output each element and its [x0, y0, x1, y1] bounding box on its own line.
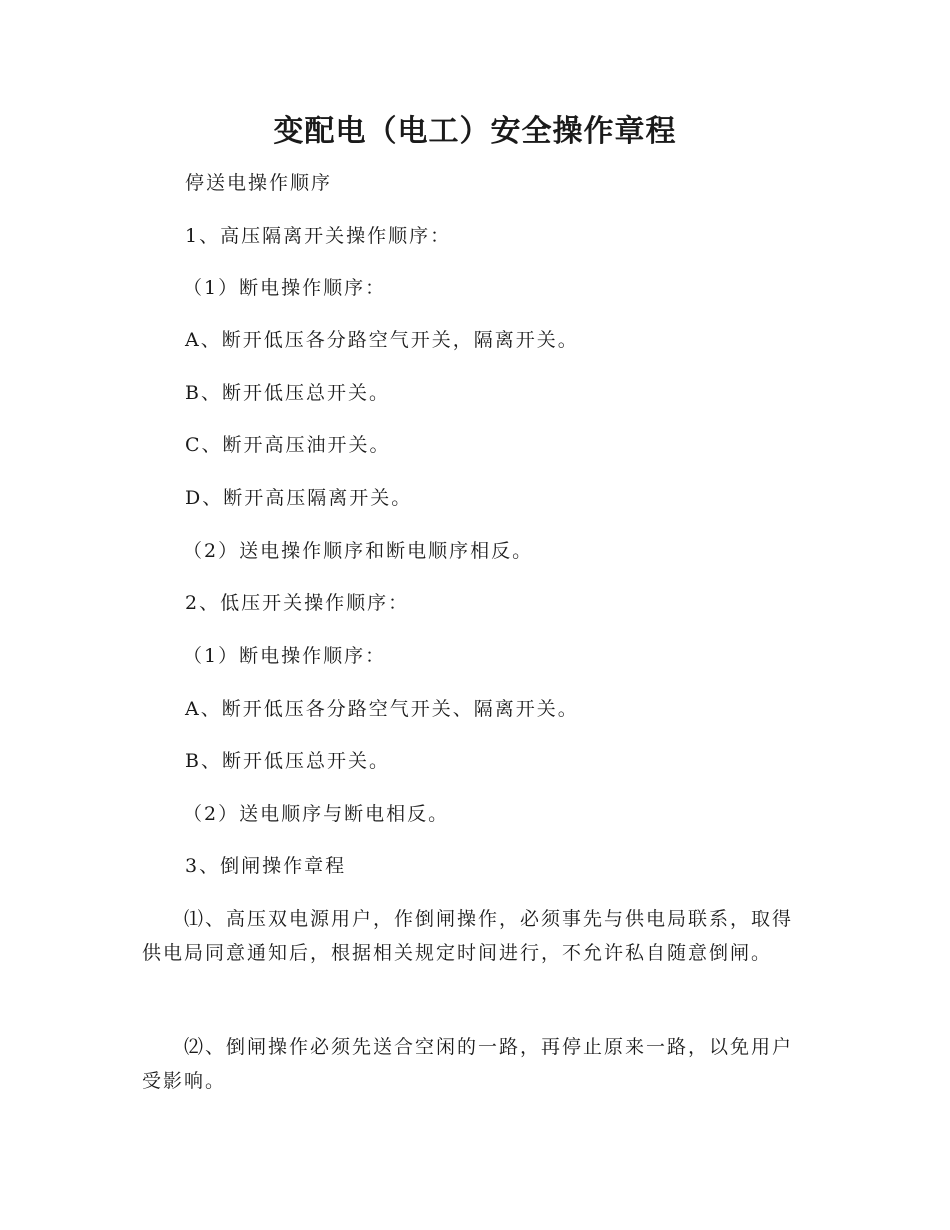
- list-item: 2、低压开关操作顺序：: [185, 592, 410, 614]
- list-item: （2）送电操作顺序和断电顺序相反。: [183, 540, 534, 562]
- list-item: A、断开低压各分路空气开关，隔离开关。: [185, 329, 579, 351]
- list-item: （2）送电顺序与断电相反。: [183, 803, 450, 825]
- list-item: 1、高压隔离开关操作顺序：: [185, 225, 452, 247]
- list-item: D、断开高压隔离开关。: [185, 487, 413, 509]
- list-item: B、断开低压总开关。: [185, 382, 390, 404]
- list-item: （1）断电操作顺序：: [183, 645, 387, 667]
- section-heading: 停送电操作顺序: [185, 172, 333, 194]
- body-paragraph: ⑵、倒闸操作必须先送合空闲的一路，再停止原来一路，以免用户受影响。: [142, 1036, 794, 1092]
- body-paragraph: ⑴、高压双电源用户，作倒闸操作，必须事先与供电局联系，取得供电局同意通知后，根据相关规定时间进行，不允许私自随意倒闸。: [142, 908, 794, 964]
- list-item: A、断开低压各分路空气开关、隔离开关。: [185, 698, 579, 720]
- list-item: C、断开高压油开关。: [185, 434, 391, 456]
- list-item: B、断开低压总开关。: [185, 750, 390, 772]
- section-heading: 3、倒闸操作章程: [185, 855, 347, 877]
- document-title: 变配电（电工）安全操作章程: [273, 114, 677, 149]
- list-item: （1）断电操作顺序：: [183, 277, 387, 299]
